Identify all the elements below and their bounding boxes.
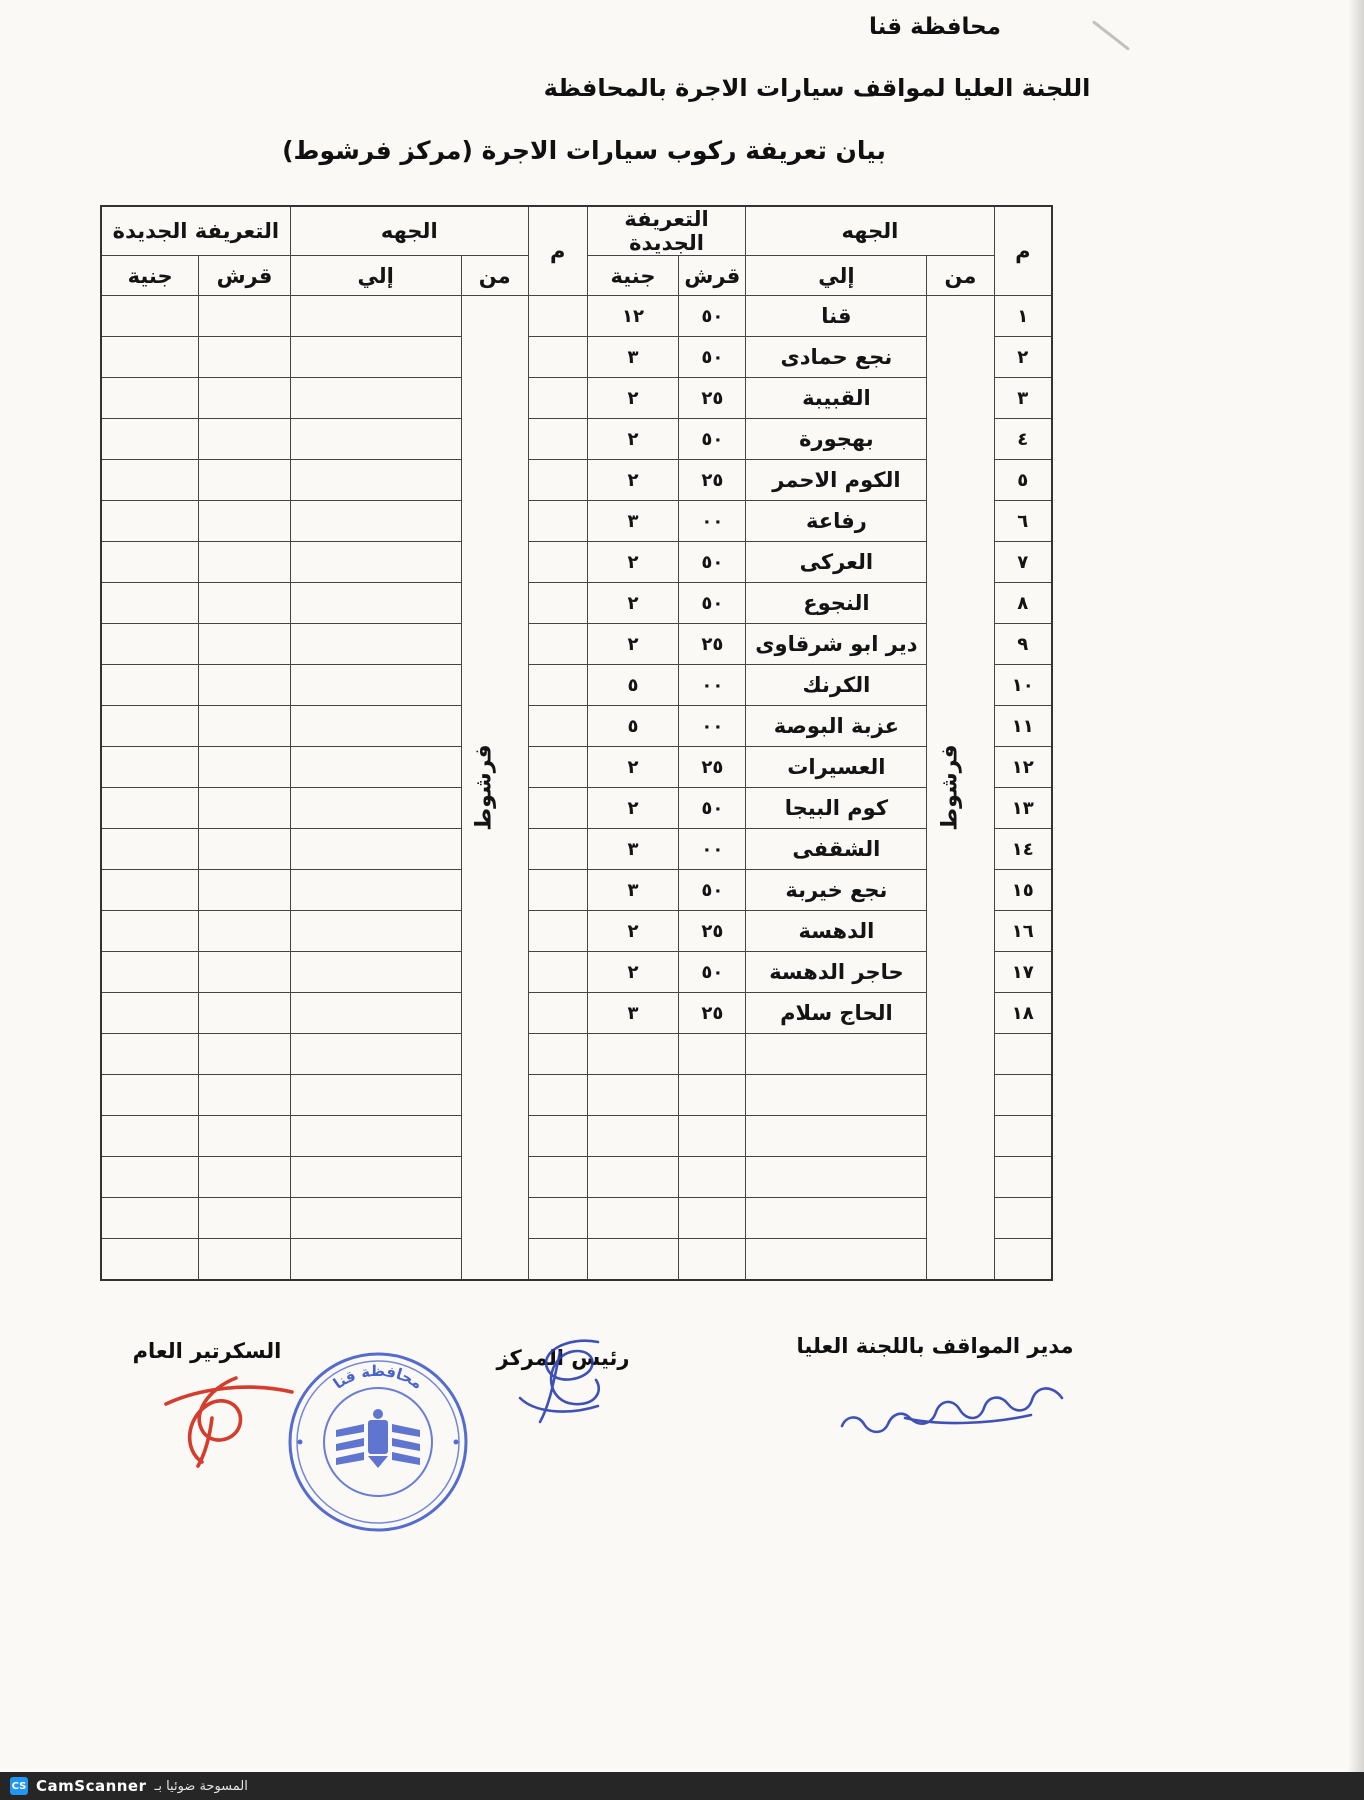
cell-pounds-right: ٢ [587, 460, 679, 501]
cell-destination-left [290, 1075, 461, 1116]
cell-pounds-left [101, 419, 199, 460]
cell-serial-right: ٤ [994, 419, 1052, 460]
table-row-empty [101, 1075, 1052, 1116]
cell-serial-left [528, 706, 587, 747]
cell-piasters-left [199, 1157, 291, 1198]
cell-serial-right: ١٧ [994, 952, 1052, 993]
table-row [101, 665, 1052, 706]
signature-label-director: مدير المواقف باللجنة العليا [796, 1334, 1074, 1358]
cell-pounds-left [101, 583, 199, 624]
stamp-title-text: محافظة قنا [329, 1361, 426, 1393]
cell-piasters-right: ٢٥ [679, 378, 746, 419]
from-vertical-text-left: فرشوط [472, 744, 498, 831]
signatures-and-stamp-layer [0, 1300, 1364, 1600]
cell-piasters-left [199, 296, 291, 337]
cell-piasters-left [199, 747, 291, 788]
cell-piasters-left [199, 1034, 291, 1075]
cell-destination-left [290, 1116, 461, 1157]
cell-destination-right: الكوم الاحمر [746, 460, 927, 501]
cell-piasters-left [199, 337, 291, 378]
header-serial-right: م [994, 206, 1052, 296]
cell-destination-right [746, 1157, 927, 1198]
cell-pounds-right [587, 1075, 679, 1116]
cell-piasters-right [679, 1239, 746, 1280]
cell-serial-left [528, 829, 587, 870]
header-piasters-right: قرش [679, 256, 746, 296]
cell-piasters-right [679, 1198, 746, 1239]
cell-destination-right: حاجر الدهسة [746, 952, 927, 993]
cell-destination-left [290, 1239, 461, 1280]
cell-pounds-right: ٢ [587, 952, 679, 993]
cell-destination-right: الحاج سلام [746, 993, 927, 1034]
cell-serial-right [994, 1239, 1052, 1280]
cell-serial-left [528, 460, 587, 501]
cell-serial-left [528, 501, 587, 542]
cell-pounds-right: ٣ [587, 337, 679, 378]
cell-pounds-left [101, 993, 199, 1034]
camscanner-footer [0, 1772, 1364, 1800]
table-row [101, 419, 1052, 460]
cell-destination-right [746, 1116, 927, 1157]
header-direction-right: الجهه [746, 206, 994, 256]
cell-destination-left [290, 788, 461, 829]
cell-pounds-right [587, 1116, 679, 1157]
cell-pounds-right: ٢ [587, 624, 679, 665]
cell-pounds-left [101, 460, 199, 501]
cell-serial-right [994, 1157, 1052, 1198]
cell-piasters-right: ٥٠ [679, 870, 746, 911]
header-pounds-right: جنية [587, 256, 679, 296]
cell-piasters-right: ٢٥ [679, 747, 746, 788]
table-row [101, 460, 1052, 501]
cell-destination-left [290, 296, 461, 337]
cell-destination-right: عزبة البوصة [746, 706, 927, 747]
header-new-tariff-left: التعريفة الجديدة [101, 206, 290, 256]
title-committee: اللجنة العليا لمواقف سيارات الاجرة بالمحافظة [543, 74, 1091, 102]
table-header-row-1 [101, 206, 1052, 256]
cell-serial-right: ١٨ [994, 993, 1052, 1034]
cell-piasters-left [199, 624, 291, 665]
cell-serial-left [528, 296, 587, 337]
cell-pounds-left [101, 1075, 199, 1116]
cell-pounds-right: ٣ [587, 993, 679, 1034]
cell-from-merged-right [927, 296, 994, 1280]
cell-piasters-right: ٥٠ [679, 788, 746, 829]
cell-from-merged-left [461, 296, 528, 1280]
cell-destination-left [290, 993, 461, 1034]
cell-serial-left [528, 1116, 587, 1157]
title-statement: بيان تعريفة ركوب سيارات الاجرة (مركز فرشوط) [282, 136, 886, 165]
cell-destination-left [290, 911, 461, 952]
cell-piasters-right [679, 1116, 746, 1157]
cell-destination-left [290, 1157, 461, 1198]
cell-serial-right: ١٣ [994, 788, 1052, 829]
cell-serial-left [528, 870, 587, 911]
table-row [101, 583, 1052, 624]
table-row [101, 952, 1052, 993]
header-from-left: من [461, 256, 528, 296]
cell-serial-right [994, 1034, 1052, 1075]
cell-pounds-right: ٢ [587, 542, 679, 583]
cell-pounds-left [101, 1157, 199, 1198]
cell-pounds-right [587, 1198, 679, 1239]
cell-piasters-right: ٢٥ [679, 911, 746, 952]
cell-destination-right: الشقفى [746, 829, 927, 870]
cell-piasters-right: ٥٠ [679, 583, 746, 624]
cell-destination-left [290, 460, 461, 501]
cell-serial-right: ٧ [994, 542, 1052, 583]
cell-destination-right: دير ابو شرقاوى [746, 624, 927, 665]
cell-destination-right: بهجورة [746, 419, 927, 460]
table-row [101, 829, 1052, 870]
cell-destination-right: القبيبة [746, 378, 927, 419]
cell-serial-left [528, 952, 587, 993]
cell-serial-left [528, 993, 587, 1034]
cell-destination-right: قنا [746, 296, 927, 337]
cell-piasters-left [199, 665, 291, 706]
cell-piasters-right [679, 1157, 746, 1198]
cell-piasters-left [199, 1075, 291, 1116]
cell-pounds-right: ٣ [587, 829, 679, 870]
cell-serial-left [528, 1198, 587, 1239]
cell-pounds-left [101, 788, 199, 829]
cell-piasters-left [199, 1116, 291, 1157]
cell-piasters-right: ٥٠ [679, 296, 746, 337]
table-row-empty [101, 1198, 1052, 1239]
cell-serial-right [994, 1116, 1052, 1157]
cell-serial-right: ٨ [994, 583, 1052, 624]
cell-piasters-right [679, 1034, 746, 1075]
cell-destination-right: العسيرات [746, 747, 927, 788]
cell-serial-right: ٣ [994, 378, 1052, 419]
table-row-empty [101, 1157, 1052, 1198]
title-governorate: محافظة قنا [869, 14, 1001, 40]
cell-piasters-left [199, 993, 291, 1034]
cell-serial-right: ١٠ [994, 665, 1052, 706]
cell-piasters-right: ٥٠ [679, 419, 746, 460]
cell-destination-right [746, 1198, 927, 1239]
cell-destination-left [290, 624, 461, 665]
header-pounds-left: جنية [101, 256, 199, 296]
cell-pounds-right [587, 1239, 679, 1280]
from-vertical-text-right: فرشوط [937, 744, 963, 831]
cell-serial-right: ١٥ [994, 870, 1052, 911]
cell-pounds-left [101, 829, 199, 870]
cell-piasters-right: ٠٠ [679, 665, 746, 706]
cell-piasters-right: ٢٥ [679, 624, 746, 665]
cell-piasters-right: ٢٥ [679, 460, 746, 501]
scan-artifact-line [1092, 20, 1130, 51]
cell-serial-right [994, 1075, 1052, 1116]
cell-pounds-left [101, 952, 199, 993]
cell-destination-right: النجوع [746, 583, 927, 624]
cell-pounds-left [101, 911, 199, 952]
cell-pounds-right: ٣ [587, 501, 679, 542]
cell-destination-right: الكرنك [746, 665, 927, 706]
table-row [101, 788, 1052, 829]
cell-destination-left [290, 583, 461, 624]
cell-piasters-left [199, 788, 291, 829]
cell-serial-left [528, 419, 587, 460]
cell-serial-right: ١١ [994, 706, 1052, 747]
cell-pounds-right: ٥ [587, 706, 679, 747]
cell-serial-left [528, 378, 587, 419]
stamp-eagle-icon [336, 1409, 420, 1468]
cell-serial-right: ٢ [994, 337, 1052, 378]
cell-serial-left [528, 337, 587, 378]
cell-destination-right: الدهسة [746, 911, 927, 952]
header-from-right: من [927, 256, 994, 296]
cell-serial-right: ٩ [994, 624, 1052, 665]
cell-destination-right: العركى [746, 542, 927, 583]
cell-piasters-left [199, 1198, 291, 1239]
cell-pounds-left [101, 1239, 199, 1280]
center-head-signature-ink [520, 1341, 599, 1422]
header-direction-left: الجهه [290, 206, 528, 256]
cell-piasters-right: ٥٠ [679, 337, 746, 378]
cell-piasters-left [199, 911, 291, 952]
table-row [101, 706, 1052, 747]
table-row [101, 378, 1052, 419]
cell-pounds-right: ٣ [587, 870, 679, 911]
cell-pounds-right [587, 1034, 679, 1075]
tariff-table [100, 205, 1053, 1281]
camscanner-scanned-with-text: المسوحة ضوئيا بـ [154, 1778, 248, 1794]
table-row [101, 911, 1052, 952]
cell-destination-left [290, 542, 461, 583]
cell-piasters-left [199, 542, 291, 583]
cell-pounds-right: ١٢ [587, 296, 679, 337]
signature-label-center-head: رئيس المركز [496, 1346, 630, 1370]
table-row [101, 870, 1052, 911]
table-row-empty [101, 1239, 1052, 1280]
table-row [101, 624, 1052, 665]
header-serial-left: م [528, 206, 587, 296]
cell-destination-right: نجع حمادى [746, 337, 927, 378]
cell-serial-right: ١ [994, 296, 1052, 337]
cell-pounds-left [101, 337, 199, 378]
cell-serial-right [994, 1198, 1052, 1239]
cell-piasters-left [199, 460, 291, 501]
cell-pounds-left [101, 870, 199, 911]
cell-piasters-right: ٥٠ [679, 542, 746, 583]
cell-destination-left [290, 952, 461, 993]
cell-serial-left [528, 1034, 587, 1075]
cell-serial-left [528, 583, 587, 624]
cell-piasters-left [199, 829, 291, 870]
cell-piasters-left [199, 952, 291, 993]
cell-pounds-right: ٢ [587, 911, 679, 952]
cell-piasters-right: ٠٠ [679, 706, 746, 747]
table-row-empty [101, 1116, 1052, 1157]
cell-pounds-left [101, 624, 199, 665]
camscanner-brand-text: CamScanner [36, 1777, 147, 1795]
cell-destination-left [290, 829, 461, 870]
table-row [101, 542, 1052, 583]
cell-destination-right [746, 1034, 927, 1075]
cell-serial-right: ١٤ [994, 829, 1052, 870]
cell-pounds-left [101, 1116, 199, 1157]
header-new-tariff-right: التعريفة الجديدة [587, 206, 746, 256]
camscanner-logo-icon: CS [10, 1777, 28, 1795]
cell-serial-left [528, 1157, 587, 1198]
director-signature-ink [842, 1388, 1062, 1431]
cell-pounds-left [101, 747, 199, 788]
cell-serial-left [528, 624, 587, 665]
cell-pounds-left [101, 542, 199, 583]
cell-destination-right: رفاعة [746, 501, 927, 542]
signature-label-secretary: السكرتير العام [132, 1339, 282, 1363]
cell-piasters-left [199, 419, 291, 460]
cell-piasters-left [199, 870, 291, 911]
cell-serial-left [528, 1239, 587, 1280]
cell-pounds-right: ٢ [587, 378, 679, 419]
cell-destination-left [290, 1198, 461, 1239]
cell-serial-left [528, 788, 587, 829]
cell-piasters-right: ٠٠ [679, 501, 746, 542]
cell-serial-left [528, 911, 587, 952]
cell-piasters-right: ٠٠ [679, 829, 746, 870]
cell-pounds-left [101, 296, 199, 337]
cell-serial-right: ١٦ [994, 911, 1052, 952]
cell-pounds-left [101, 1034, 199, 1075]
cell-destination-left [290, 501, 461, 542]
cell-pounds-right [587, 1157, 679, 1198]
cell-destination-left [290, 706, 461, 747]
cell-destination-left [290, 747, 461, 788]
cell-destination-right [746, 1075, 927, 1116]
cell-pounds-left [101, 665, 199, 706]
cell-piasters-left [199, 583, 291, 624]
cell-destination-left [290, 665, 461, 706]
cell-pounds-right: ٥ [587, 665, 679, 706]
tariff-table-body [101, 296, 1052, 1280]
cell-destination-left [290, 378, 461, 419]
cell-piasters-right: ٢٥ [679, 993, 746, 1034]
table-row [101, 993, 1052, 1034]
cell-destination-right: نجع خيربة [746, 870, 927, 911]
cell-serial-right: ٥ [994, 460, 1052, 501]
table-row [101, 296, 1052, 337]
cell-pounds-right: ٢ [587, 788, 679, 829]
cell-destination-right [746, 1239, 927, 1280]
cell-serial-right: ٦ [994, 501, 1052, 542]
official-stamp [290, 1354, 466, 1530]
cell-pounds-left [101, 501, 199, 542]
cell-destination-left [290, 1034, 461, 1075]
header-to-left: إلي [290, 256, 461, 296]
table-row [101, 747, 1052, 788]
header-to-right: إلي [746, 256, 927, 296]
cell-piasters-right: ٥٠ [679, 952, 746, 993]
cell-piasters-left [199, 378, 291, 419]
cell-pounds-left [101, 378, 199, 419]
cell-destination-left [290, 337, 461, 378]
secretary-signature-ink [166, 1378, 292, 1466]
cell-pounds-right: ٢ [587, 419, 679, 460]
cell-piasters-left [199, 1239, 291, 1280]
table-row [101, 337, 1052, 378]
cell-pounds-left [101, 1198, 199, 1239]
cell-pounds-right: ٢ [587, 583, 679, 624]
cell-piasters-right [679, 1075, 746, 1116]
cell-serial-left [528, 542, 587, 583]
table-row-empty [101, 1034, 1052, 1075]
cell-piasters-left [199, 501, 291, 542]
cell-destination-left [290, 870, 461, 911]
cell-serial-right: ١٢ [994, 747, 1052, 788]
header-piasters-left: قرش [199, 256, 291, 296]
table-row [101, 501, 1052, 542]
cell-destination-right: كوم البيجا [746, 788, 927, 829]
cell-serial-left [528, 1075, 587, 1116]
cell-pounds-left [101, 706, 199, 747]
cell-destination-left [290, 419, 461, 460]
cell-serial-left [528, 665, 587, 706]
cell-piasters-left [199, 706, 291, 747]
cell-serial-left [528, 747, 587, 788]
cell-pounds-right: ٢ [587, 747, 679, 788]
